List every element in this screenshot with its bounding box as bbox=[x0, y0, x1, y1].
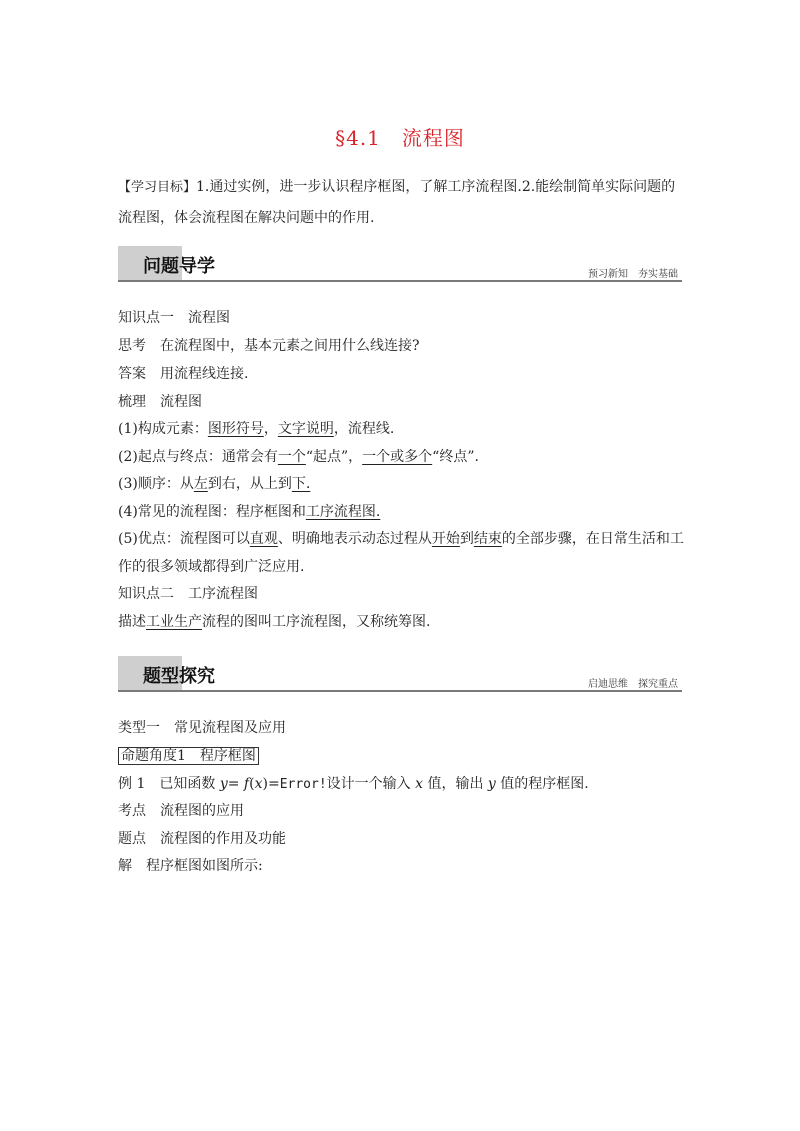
k1-item-2: (2)起点与终点：通常会有一个“起点”，一个或多个“终点”. bbox=[118, 449, 479, 465]
type1-heading: 类型一 常见流程图及应用 bbox=[118, 720, 286, 736]
section-note-guide: 预习新知 夯实基础 bbox=[588, 269, 678, 280]
section-header-guide bbox=[118, 246, 682, 282]
k1-item-5-cont: 作的很多领域都得到广泛应用. bbox=[118, 559, 305, 575]
section-title-guide: 问题导学 bbox=[143, 256, 215, 277]
type1-point: 考点 流程图的应用 bbox=[118, 803, 244, 819]
k1-item-4: (4)常见的流程图：程序框图和工序流程图. bbox=[118, 504, 381, 520]
type1-topic: 题点 流程图的作用及功能 bbox=[118, 831, 286, 847]
goal-text-2: 流程图，体会流程图在解决问题中的作用. bbox=[118, 210, 375, 226]
learning-goal bbox=[118, 172, 688, 233]
type1-angle: 命题角度1 程序框图 bbox=[118, 746, 688, 766]
k1-heading: 知识点一 流程图 bbox=[118, 310, 230, 326]
k2-heading: 知识点二 工序流程图 bbox=[118, 586, 258, 602]
section-header-explore bbox=[118, 656, 682, 692]
k1-item-5: (5)优点：流程图可以直观、明确地表示动态过程从开始到结束的全部步骤，在日常生活和工 bbox=[118, 531, 684, 547]
section-title-explore: 题型探究 bbox=[143, 666, 215, 687]
type1-solution: 解 程序框图如图所示: bbox=[118, 858, 263, 874]
goal-tag: 【学习目标】 bbox=[118, 180, 197, 195]
k1-review: 梳理 流程图 bbox=[118, 394, 202, 410]
k1-answer: 答案 用流程线连接. bbox=[118, 366, 249, 382]
example-1: 例 1 已知函数 y= f(x)=Error!设计一个输入 x 值，输出 y 值的程序框图. bbox=[118, 776, 589, 792]
k2-desc: 描述工业生产流程的图叫工序流程图，又称统筹图. bbox=[118, 614, 431, 630]
goal-text-1: 1.通过实例，进一步认识程序框图，了解工序流程图.2.能绘制简单实际问题的 bbox=[196, 179, 676, 195]
k1-think: 思考 在流程图中，基本元素之间用什么线连接? bbox=[118, 338, 420, 354]
k1-item-1: (1)构成元素：图形符号，文字说明，流程线. bbox=[118, 421, 395, 437]
k1-item-3: (3)顺序：从左到右，从上到下. bbox=[118, 476, 311, 492]
page-title: §4.1 流程图 bbox=[335, 126, 465, 150]
section-note-explore: 启迪思维 探究重点 bbox=[588, 679, 678, 690]
